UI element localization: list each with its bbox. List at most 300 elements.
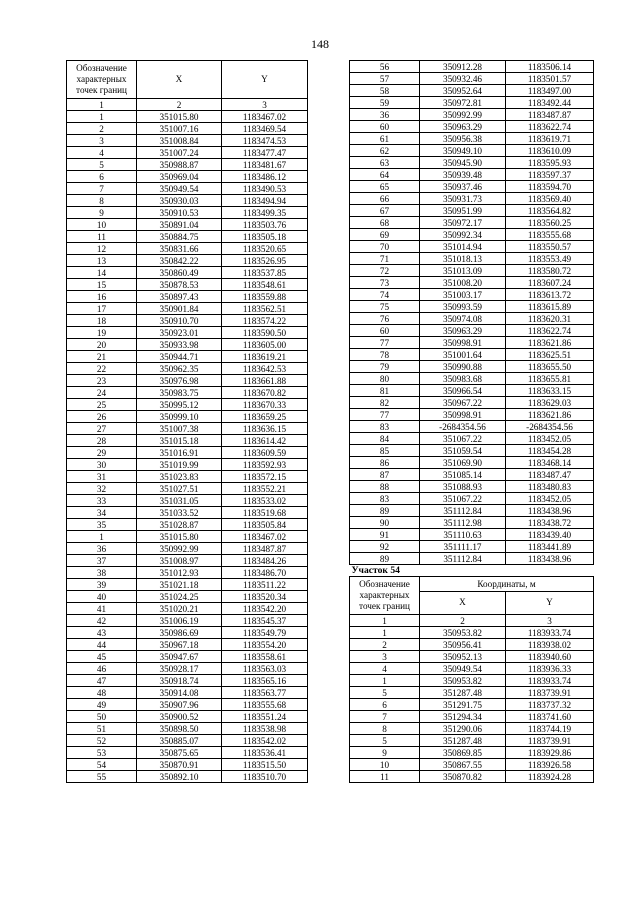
x-coordinate-cell: 351013.09	[420, 265, 506, 277]
table-row	[67, 399, 308, 411]
point-number-cell: 44	[67, 639, 137, 651]
table-row	[350, 289, 594, 301]
table-row	[67, 159, 308, 171]
x-coordinate-cell: 351015.80	[137, 531, 222, 543]
point-number-cell: 36	[350, 109, 420, 121]
y-coordinate-cell: 1183737.32	[506, 699, 594, 711]
table-row	[350, 97, 594, 109]
y-coordinate-cell: 1183659.25	[222, 411, 308, 423]
x-coordinate-cell: 350967.22	[420, 397, 506, 409]
x-coordinate-cell: 350842.22	[137, 255, 222, 267]
y-coordinate-cell: 1183614.42	[222, 435, 308, 447]
x-coordinate-cell: 351012.93	[137, 567, 222, 579]
x-coordinate-cell: 351111.17	[420, 541, 506, 553]
table-row	[350, 229, 594, 241]
y-coordinate-cell: 1183520.65	[222, 243, 308, 255]
header-designation: Обозначение характерных точек границ	[350, 577, 420, 615]
x-coordinate-cell: 350998.91	[420, 337, 506, 349]
y-coordinate-cell: 1183505.84	[222, 519, 308, 531]
x-coordinate-cell: 350995.12	[137, 399, 222, 411]
column-number: 3	[506, 615, 594, 627]
point-number-cell: 2	[67, 123, 137, 135]
x-coordinate-cell: 350867.55	[420, 759, 506, 771]
x-coordinate-cell: 350952.13	[420, 651, 506, 663]
y-coordinate-cell: 1183542.20	[222, 603, 308, 615]
y-coordinate-cell: 1183594.70	[506, 181, 594, 193]
y-coordinate-cell: 1183642.53	[222, 363, 308, 375]
x-coordinate-cell: 350983.75	[137, 387, 222, 399]
table-row	[350, 205, 594, 217]
y-coordinate-cell: 1183636.15	[222, 423, 308, 435]
table-row	[350, 193, 594, 205]
table-row	[350, 361, 594, 373]
point-number-cell: 88	[350, 481, 420, 493]
y-coordinate-cell: 1183506.14	[506, 61, 594, 73]
table-row	[67, 183, 308, 195]
y-coordinate-cell: 1183438.96	[506, 505, 594, 517]
x-coordinate-cell: 350972.17	[420, 217, 506, 229]
point-number-cell: 22	[67, 363, 137, 375]
x-coordinate-cell: 350907.96	[137, 699, 222, 711]
point-number-cell: 58	[350, 85, 420, 97]
y-coordinate-cell: 1183545.37	[222, 615, 308, 627]
point-number-cell: 8	[67, 195, 137, 207]
table-row	[350, 699, 594, 711]
point-number-cell: 27	[67, 423, 137, 435]
x-coordinate-cell: 350949.10	[420, 145, 506, 157]
y-coordinate-cell: 1183519.68	[222, 507, 308, 519]
table-row	[350, 505, 594, 517]
point-number-cell: 77	[350, 409, 420, 421]
y-coordinate-cell: 1183477.47	[222, 147, 308, 159]
point-number-cell: 80	[350, 373, 420, 385]
table-row	[350, 639, 594, 651]
point-number-cell: 18	[67, 315, 137, 327]
point-number-cell: 60	[350, 325, 420, 337]
table-row	[350, 421, 594, 433]
table-row	[67, 111, 308, 123]
point-number-cell: 2	[350, 639, 420, 651]
plot-title-row	[350, 565, 594, 577]
table-row	[350, 409, 594, 421]
x-coordinate-cell: 351008.97	[137, 555, 222, 567]
x-coordinate-cell: 350949.54	[420, 663, 506, 675]
point-number-cell: 64	[350, 169, 420, 181]
y-coordinate-cell: 1183610.09	[506, 145, 594, 157]
point-number-cell: 61	[350, 133, 420, 145]
point-number-cell: 4	[67, 147, 137, 159]
y-coordinate-cell: 1183492.44	[506, 97, 594, 109]
x-coordinate-cell: 350897.43	[137, 291, 222, 303]
x-coordinate-cell: 350937.46	[420, 181, 506, 193]
x-coordinate-cell: 350983.68	[420, 373, 506, 385]
point-number-cell: 8	[350, 723, 420, 735]
table-row	[350, 61, 594, 73]
y-coordinate-cell: 1183452.05	[506, 433, 594, 445]
table-row	[67, 711, 308, 723]
table-row	[67, 699, 308, 711]
x-coordinate-cell: 350932.46	[420, 73, 506, 85]
table-row	[67, 651, 308, 663]
y-coordinate-cell: 1183474.53	[222, 135, 308, 147]
point-number-cell: 32	[67, 483, 137, 495]
point-number-cell: 54	[67, 759, 137, 771]
x-coordinate-cell: 351006.19	[137, 615, 222, 627]
point-number-cell: 3	[350, 651, 420, 663]
table-row	[350, 373, 594, 385]
table-row	[67, 279, 308, 291]
table-row	[67, 315, 308, 327]
y-coordinate-cell: 1183559.88	[222, 291, 308, 303]
y-coordinate-cell: 1183499.35	[222, 207, 308, 219]
x-coordinate-cell: 350931.73	[420, 193, 506, 205]
point-number-cell: 38	[67, 567, 137, 579]
table-row	[67, 363, 308, 375]
y-coordinate-cell: 1183605.00	[222, 339, 308, 351]
table-row	[67, 243, 308, 255]
table-row	[67, 387, 308, 399]
y-coordinate-cell: 1183929.86	[506, 747, 594, 759]
table-row	[350, 663, 594, 675]
table-row	[67, 567, 308, 579]
table-row	[350, 735, 594, 747]
x-coordinate-cell: 350918.74	[137, 675, 222, 687]
x-coordinate-cell: 350930.03	[137, 195, 222, 207]
point-number-cell: 52	[67, 735, 137, 747]
point-number-cell: 10	[350, 759, 420, 771]
table-row	[67, 579, 308, 591]
y-coordinate-cell: 1183467.02	[222, 111, 308, 123]
x-coordinate-cell: 350885.07	[137, 735, 222, 747]
y-coordinate-cell: 1183468.14	[506, 457, 594, 469]
x-coordinate-cell: 351069.90	[420, 457, 506, 469]
x-coordinate-cell: 351085.14	[420, 469, 506, 481]
y-coordinate-cell: 1183439.40	[506, 529, 594, 541]
y-coordinate-cell: 1183926.58	[506, 759, 594, 771]
column-number: 2	[137, 99, 222, 111]
y-coordinate-cell: 1183940.60	[506, 651, 594, 663]
x-coordinate-cell: 350910.70	[137, 315, 222, 327]
point-number-cell: 1	[350, 675, 420, 687]
x-coordinate-cell: 350992.99	[420, 109, 506, 121]
table-row	[350, 253, 594, 265]
x-coordinate-cell: 350914.08	[137, 687, 222, 699]
point-number-cell: 87	[350, 469, 420, 481]
x-coordinate-cell: 350831.66	[137, 243, 222, 255]
point-number-cell: 78	[350, 349, 420, 361]
y-coordinate-cell: 1183469.54	[222, 123, 308, 135]
y-coordinate-cell: 1183486.70	[222, 567, 308, 579]
column-number: 1	[350, 615, 420, 627]
point-number-cell: 50	[67, 711, 137, 723]
y-coordinate-cell: 1183670.33	[222, 399, 308, 411]
y-coordinate-cell: 1183554.20	[222, 639, 308, 651]
x-coordinate-cell: 351067.22	[420, 433, 506, 445]
y-coordinate-cell: 1183555.68	[506, 229, 594, 241]
y-coordinate-cell: 1183494.94	[222, 195, 308, 207]
point-number-cell: 56	[350, 61, 420, 73]
point-number-cell: 1	[67, 111, 137, 123]
table-row	[67, 231, 308, 243]
table-row	[67, 219, 308, 231]
y-coordinate-cell: 1183655.81	[506, 373, 594, 385]
x-coordinate-cell: 351067.22	[420, 493, 506, 505]
y-coordinate-cell: 1183550.57	[506, 241, 594, 253]
y-coordinate-cell: 1183574.22	[222, 315, 308, 327]
point-number-cell: 46	[67, 663, 137, 675]
y-coordinate-cell: 1183441.89	[506, 541, 594, 553]
point-number-cell: 86	[350, 457, 420, 469]
x-coordinate-cell: 350952.64	[420, 85, 506, 97]
table-row	[350, 121, 594, 133]
x-coordinate-cell: 350988.87	[137, 159, 222, 171]
table-row	[350, 517, 594, 529]
table-row	[350, 711, 594, 723]
table-row	[67, 723, 308, 735]
y-coordinate-cell: 1183487.87	[506, 109, 594, 121]
table-row	[350, 723, 594, 735]
x-coordinate-cell: 350974.08	[420, 313, 506, 325]
point-number-cell: 5	[350, 735, 420, 747]
table-row	[350, 469, 594, 481]
x-coordinate-cell: 350992.34	[420, 229, 506, 241]
table-row	[350, 747, 594, 759]
x-coordinate-cell: 350963.29	[420, 121, 506, 133]
y-coordinate-cell: 1183633.15	[506, 385, 594, 397]
point-number-cell: 47	[67, 675, 137, 687]
table-row	[67, 639, 308, 651]
y-coordinate-cell: 1183924.28	[506, 771, 594, 783]
y-coordinate-cell: 1183520.34	[222, 591, 308, 603]
point-number-cell: 41	[67, 603, 137, 615]
point-number-cell: 66	[350, 193, 420, 205]
table-row	[67, 507, 308, 519]
y-coordinate-cell: 1183555.68	[222, 699, 308, 711]
table-row	[350, 301, 594, 313]
table-row	[67, 423, 308, 435]
sub-header-row	[350, 577, 594, 592]
x-coordinate-cell: 351015.18	[137, 435, 222, 447]
header-coordinates: Координаты, м	[420, 577, 594, 592]
point-number-cell: 6	[350, 699, 420, 711]
y-coordinate-cell: 1183564.82	[506, 205, 594, 217]
table-row	[350, 325, 594, 337]
point-number-cell: 65	[350, 181, 420, 193]
column-number: 2	[420, 615, 506, 627]
x-coordinate-cell: 350898.50	[137, 723, 222, 735]
point-number-cell: 63	[350, 157, 420, 169]
y-coordinate-cell: 1183497.00	[506, 85, 594, 97]
y-coordinate-cell: 1183548.61	[222, 279, 308, 291]
x-coordinate-cell: -2684354.56	[420, 421, 506, 433]
point-number-cell: 5	[350, 687, 420, 699]
table-row	[350, 771, 594, 783]
x-coordinate-cell: 350875.65	[137, 747, 222, 759]
point-number-cell: 7	[67, 183, 137, 195]
y-coordinate-cell: 1183510.70	[222, 771, 308, 783]
x-coordinate-cell: 351031.05	[137, 495, 222, 507]
table-row	[350, 133, 594, 145]
point-number-cell: 20	[67, 339, 137, 351]
x-coordinate-cell: 351287.48	[420, 687, 506, 699]
y-coordinate-cell: 1183505.18	[222, 231, 308, 243]
table-row	[67, 135, 308, 147]
x-coordinate-cell: 350969.04	[137, 171, 222, 183]
x-coordinate-cell: 350953.82	[420, 675, 506, 687]
x-coordinate-cell: 350912.28	[420, 61, 506, 73]
x-coordinate-cell: 351291.75	[420, 699, 506, 711]
table-row	[67, 303, 308, 315]
y-coordinate-cell: 1183454.28	[506, 445, 594, 457]
x-coordinate-cell: 350967.18	[137, 639, 222, 651]
table-row	[67, 483, 308, 495]
header-row	[67, 61, 308, 99]
point-number-cell: 83	[350, 493, 420, 505]
table-row	[67, 435, 308, 447]
table-row	[67, 555, 308, 567]
table-row	[67, 339, 308, 351]
x-coordinate-cell: 351059.54	[420, 445, 506, 457]
point-number-cell: 40	[67, 591, 137, 603]
table-row	[350, 687, 594, 699]
column-number-row	[67, 99, 308, 111]
x-coordinate-cell: 351112.84	[420, 553, 506, 565]
table-row	[350, 445, 594, 457]
table-row	[67, 627, 308, 639]
table-row	[67, 591, 308, 603]
y-coordinate-cell: 1183620.31	[506, 313, 594, 325]
x-coordinate-cell: 351290.06	[420, 723, 506, 735]
table-row	[67, 255, 308, 267]
y-coordinate-cell: 1183670.82	[222, 387, 308, 399]
y-coordinate-cell: 1183563.03	[222, 663, 308, 675]
page-number: 148	[311, 37, 329, 51]
y-coordinate-cell: 1183741.60	[506, 711, 594, 723]
x-coordinate-cell: 350910.53	[137, 207, 222, 219]
point-number-cell: 59	[350, 97, 420, 109]
y-coordinate-cell: 1183480.83	[506, 481, 594, 493]
table-row	[350, 157, 594, 169]
point-number-cell: 62	[350, 145, 420, 157]
table-row	[67, 531, 308, 543]
x-coordinate-cell: 350999.10	[137, 411, 222, 423]
table-row	[67, 747, 308, 759]
point-number-cell: 34	[67, 507, 137, 519]
y-coordinate-cell: 1183655.50	[506, 361, 594, 373]
y-coordinate-cell: 1183580.72	[506, 265, 594, 277]
left-coordinates-table	[66, 60, 308, 783]
y-coordinate-cell: 1183933.74	[506, 675, 594, 687]
point-number-cell: 57	[350, 73, 420, 85]
x-coordinate-cell: 351287.48	[420, 735, 506, 747]
x-coordinate-cell: 350962.35	[137, 363, 222, 375]
x-coordinate-cell: 350944.71	[137, 351, 222, 363]
point-number-cell: 11	[350, 771, 420, 783]
point-number-cell: 77	[350, 337, 420, 349]
x-coordinate-cell: 350870.82	[420, 771, 506, 783]
point-number-cell: 5	[67, 159, 137, 171]
table-row	[350, 385, 594, 397]
table-row	[350, 181, 594, 193]
x-coordinate-cell: 351088.93	[420, 481, 506, 493]
point-number-cell: 28	[67, 435, 137, 447]
y-coordinate-cell: 1183487.87	[222, 543, 308, 555]
point-number-cell: 48	[67, 687, 137, 699]
x-coordinate-cell: 350939.48	[420, 169, 506, 181]
point-number-cell: 36	[67, 543, 137, 555]
point-number-cell: 75	[350, 301, 420, 313]
y-coordinate-cell: 1183560.25	[506, 217, 594, 229]
table-row	[67, 351, 308, 363]
table-row	[67, 195, 308, 207]
table-row	[67, 267, 308, 279]
table-row	[350, 337, 594, 349]
point-number-cell: 19	[67, 327, 137, 339]
point-number-cell: 23	[67, 375, 137, 387]
table-row	[350, 529, 594, 541]
x-coordinate-cell: 351001.64	[420, 349, 506, 361]
x-coordinate-cell: 351008.20	[420, 277, 506, 289]
header-x: X	[137, 61, 222, 99]
table-row	[350, 217, 594, 229]
y-coordinate-cell: 1183533.02	[222, 495, 308, 507]
x-coordinate-cell: 350972.81	[420, 97, 506, 109]
x-coordinate-cell: 350998.91	[420, 409, 506, 421]
x-coordinate-cell: 351019.99	[137, 459, 222, 471]
x-coordinate-cell: 351027.51	[137, 483, 222, 495]
x-coordinate-cell: 351007.24	[137, 147, 222, 159]
table-row	[350, 349, 594, 361]
point-number-cell: 89	[350, 553, 420, 565]
x-coordinate-cell: 350900.52	[137, 711, 222, 723]
y-coordinate-cell: 1183621.86	[506, 337, 594, 349]
point-number-cell: 42	[67, 615, 137, 627]
point-number-cell: 82	[350, 397, 420, 409]
point-number-cell: 55	[67, 771, 137, 783]
point-number-cell: 30	[67, 459, 137, 471]
point-number-cell: 25	[67, 399, 137, 411]
point-number-cell: 1	[67, 531, 137, 543]
y-coordinate-cell: 1183438.72	[506, 517, 594, 529]
y-coordinate-cell: 1183486.12	[222, 171, 308, 183]
y-coordinate-cell: 1183537.85	[222, 267, 308, 279]
point-number-cell: 79	[350, 361, 420, 373]
y-coordinate-cell: 1183613.72	[506, 289, 594, 301]
table-row	[67, 675, 308, 687]
table-row	[350, 109, 594, 121]
point-number-cell: 83	[350, 421, 420, 433]
y-coordinate-cell: 1183438.96	[506, 553, 594, 565]
y-coordinate-cell: 1183538.98	[222, 723, 308, 735]
y-coordinate-cell: 1183553.49	[506, 253, 594, 265]
table-row	[350, 541, 594, 553]
table-row	[67, 147, 308, 159]
y-coordinate-cell: 1183619.21	[222, 351, 308, 363]
point-number-cell: 67	[350, 205, 420, 217]
x-coordinate-cell: 350947.67	[137, 651, 222, 663]
point-number-cell: 33	[67, 495, 137, 507]
y-coordinate-cell: 1183629.03	[506, 397, 594, 409]
table-row	[350, 85, 594, 97]
point-number-cell: 69	[350, 229, 420, 241]
y-coordinate-cell: 1183572.15	[222, 471, 308, 483]
point-number-cell: 74	[350, 289, 420, 301]
y-coordinate-cell: 1183607.24	[506, 277, 594, 289]
y-coordinate-cell: 1183621.86	[506, 409, 594, 421]
table-row	[67, 459, 308, 471]
x-coordinate-cell: 350933.98	[137, 339, 222, 351]
x-coordinate-cell: 350992.99	[137, 543, 222, 555]
